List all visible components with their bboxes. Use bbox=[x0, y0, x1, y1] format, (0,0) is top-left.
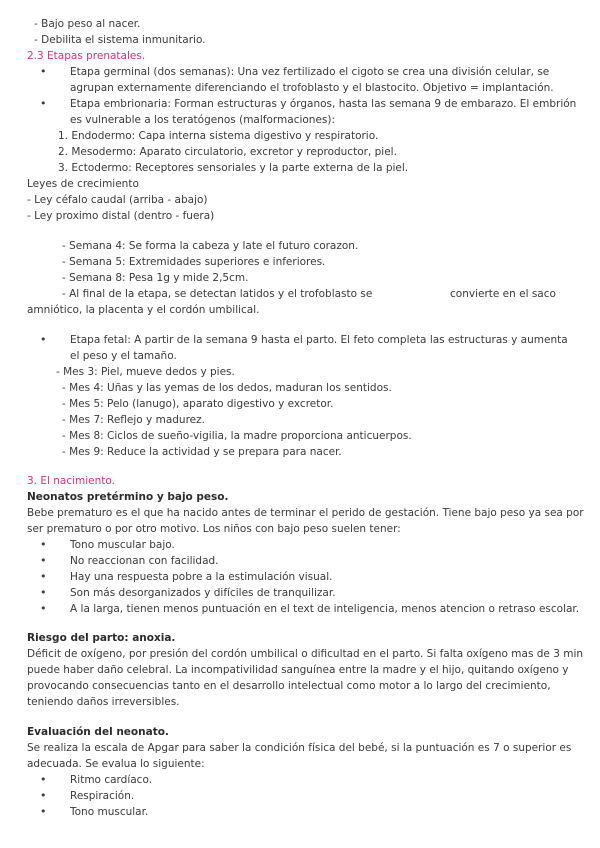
paragraph-line: adecuada. Se evalua lo siguiente: bbox=[27, 758, 205, 770]
paragraph-line: provocando consecuencias tanto en el desarrollo intelectual como motor a lo largo del crecimiento, bbox=[27, 680, 551, 692]
list-item: - Debilita el sistema inmunitario. bbox=[34, 34, 206, 46]
list-item: - Mes 9: Reduce la actividad y se prepara para nacer. bbox=[62, 446, 342, 458]
list-item: - Mes 4: Uñas y las yemas de los dedos, maduran los sentidos. bbox=[62, 382, 392, 394]
subheading: Neonatos pretérmino y bajo peso. bbox=[27, 491, 229, 503]
paragraph-line: Déficit de oxígeno, por presión del cordón umbilical o dificultad en el parto. Si falta oxígeno mas de 3 min bbox=[27, 648, 584, 660]
bullet-icon: • bbox=[40, 538, 47, 551]
bullet-icon: • bbox=[40, 65, 47, 78]
bullet-icon: • bbox=[40, 789, 47, 802]
paragraph-line: Se realiza la escala de Apgar para saber la condición física del bebé, si la puntuación es 7 o superior es bbox=[27, 742, 572, 754]
paragraph-line: ser prematuro o por otro motivo. Los niños con bajo peso suelen tener: bbox=[27, 523, 401, 535]
list-item: - Semana 4: Se forma la cabeza y late el futuro corazon. bbox=[62, 240, 359, 252]
list-item: Tono muscular bajo. bbox=[70, 539, 175, 551]
bullet-icon: • bbox=[40, 333, 47, 346]
list-item: Son más desorganizados y difíciles de tranquilizar. bbox=[70, 587, 336, 599]
paragraph-line: Bebe prematuro es el que ha nacido antes de terminar el perido de gestación. Tiene bajo peso ya sea por bbox=[27, 507, 584, 519]
paragraph-line: el peso y el tamaño. bbox=[70, 350, 177, 362]
list-item: 2. Mesodermo: Aparato circulatorio, excretor y reproductor, piel. bbox=[58, 146, 397, 158]
bullet-icon: • bbox=[40, 602, 47, 615]
section-heading: 2.3 Etapas prenatales. bbox=[27, 50, 146, 62]
paragraph-line: agrupan externamente diferenciando el trofoblasto y el blastocito. Objetivo = implantación. bbox=[70, 82, 554, 94]
list-item: 1. Endodermo: Capa interna sistema digestivo y respiratorio. bbox=[58, 130, 379, 142]
bullet-icon: • bbox=[40, 97, 47, 110]
section-heading: 3. El nacimiento. bbox=[27, 475, 115, 487]
paragraph-line: teniendo daños irreversibles. bbox=[27, 696, 180, 708]
list-item: - Al final de la etapa, se detectan latidos y el trofoblasto se bbox=[62, 288, 373, 300]
list-item: A la larga, tienen menos puntuación en el text de inteligencia, menos atencion o retraso escolar. bbox=[70, 603, 580, 615]
paragraph-line: Etapa fetal: A partir de la semana 9 hasta el parto. El feto completa las estructuras y aumenta bbox=[70, 334, 568, 346]
bullet-icon: • bbox=[40, 554, 47, 567]
bullet-icon: • bbox=[40, 773, 47, 786]
list-item: - Bajo peso al nacer. bbox=[34, 18, 141, 30]
list-item: 3. Ectodermo: Receptores sensoriales y la parte externa de la piel. bbox=[58, 162, 409, 174]
list-item: - Mes 8: Ciclos de sueño-vigilia, la madre proporciona anticuerpos. bbox=[62, 430, 412, 442]
list-item: No reaccionan con facilidad. bbox=[70, 555, 219, 567]
list-item: - Mes 5: Pelo (lanugo), aparato digestivo y excretor. bbox=[62, 398, 334, 410]
paragraph-line: amniótico, la placenta y el cordón umbilical. bbox=[27, 304, 260, 316]
list-item: Tono muscular. bbox=[70, 806, 149, 818]
list-item-continuation: convierte en el saco bbox=[450, 288, 556, 300]
bullet-icon: • bbox=[40, 805, 47, 818]
subheading: Evaluación del neonato. bbox=[27, 726, 169, 738]
subheading: Leyes de crecimiento bbox=[27, 178, 139, 190]
list-item: Respiración. bbox=[70, 790, 135, 802]
list-item: - Semana 8: Pesa 1g y mide 2,5cm. bbox=[62, 272, 249, 284]
list-item: - Mes 7: Reflejo y madurez. bbox=[62, 414, 205, 426]
bullet-icon: • bbox=[40, 586, 47, 599]
list-item: - Ley proximo distal (dentro - fuera) bbox=[27, 210, 215, 222]
paragraph-line: Etapa embrionaria: Forman estructuras y órganos, hasta las semana 9 de embarazo. El embrión bbox=[70, 98, 577, 110]
list-item: - Semana 5: Extremidades superiores e inferiores. bbox=[62, 256, 326, 268]
list-item: - Mes 3: Piel, mueve dedos y pies. bbox=[56, 366, 235, 378]
list-item: Ritmo cardíaco. bbox=[70, 774, 153, 786]
paragraph-line: Etapa germinal (dos semanas): Una vez fertilizado el cigoto se crea una división celular, se bbox=[70, 66, 550, 78]
list-item: Hay una respuesta pobre a la estimulación visual. bbox=[70, 571, 333, 583]
paragraph-line: es vulnerable a los teratógenos (malformaciones): bbox=[70, 114, 336, 126]
bullet-icon: • bbox=[40, 570, 47, 583]
list-item: - Ley céfalo caudal (arriba - abajo) bbox=[27, 194, 208, 206]
paragraph-line: puede haber daño celebral. La incompativilidad sanguínea entre la madre y el hijo, quitando oxígeno y bbox=[27, 664, 569, 676]
subheading: Riesgo del parto: anoxia. bbox=[27, 632, 176, 644]
